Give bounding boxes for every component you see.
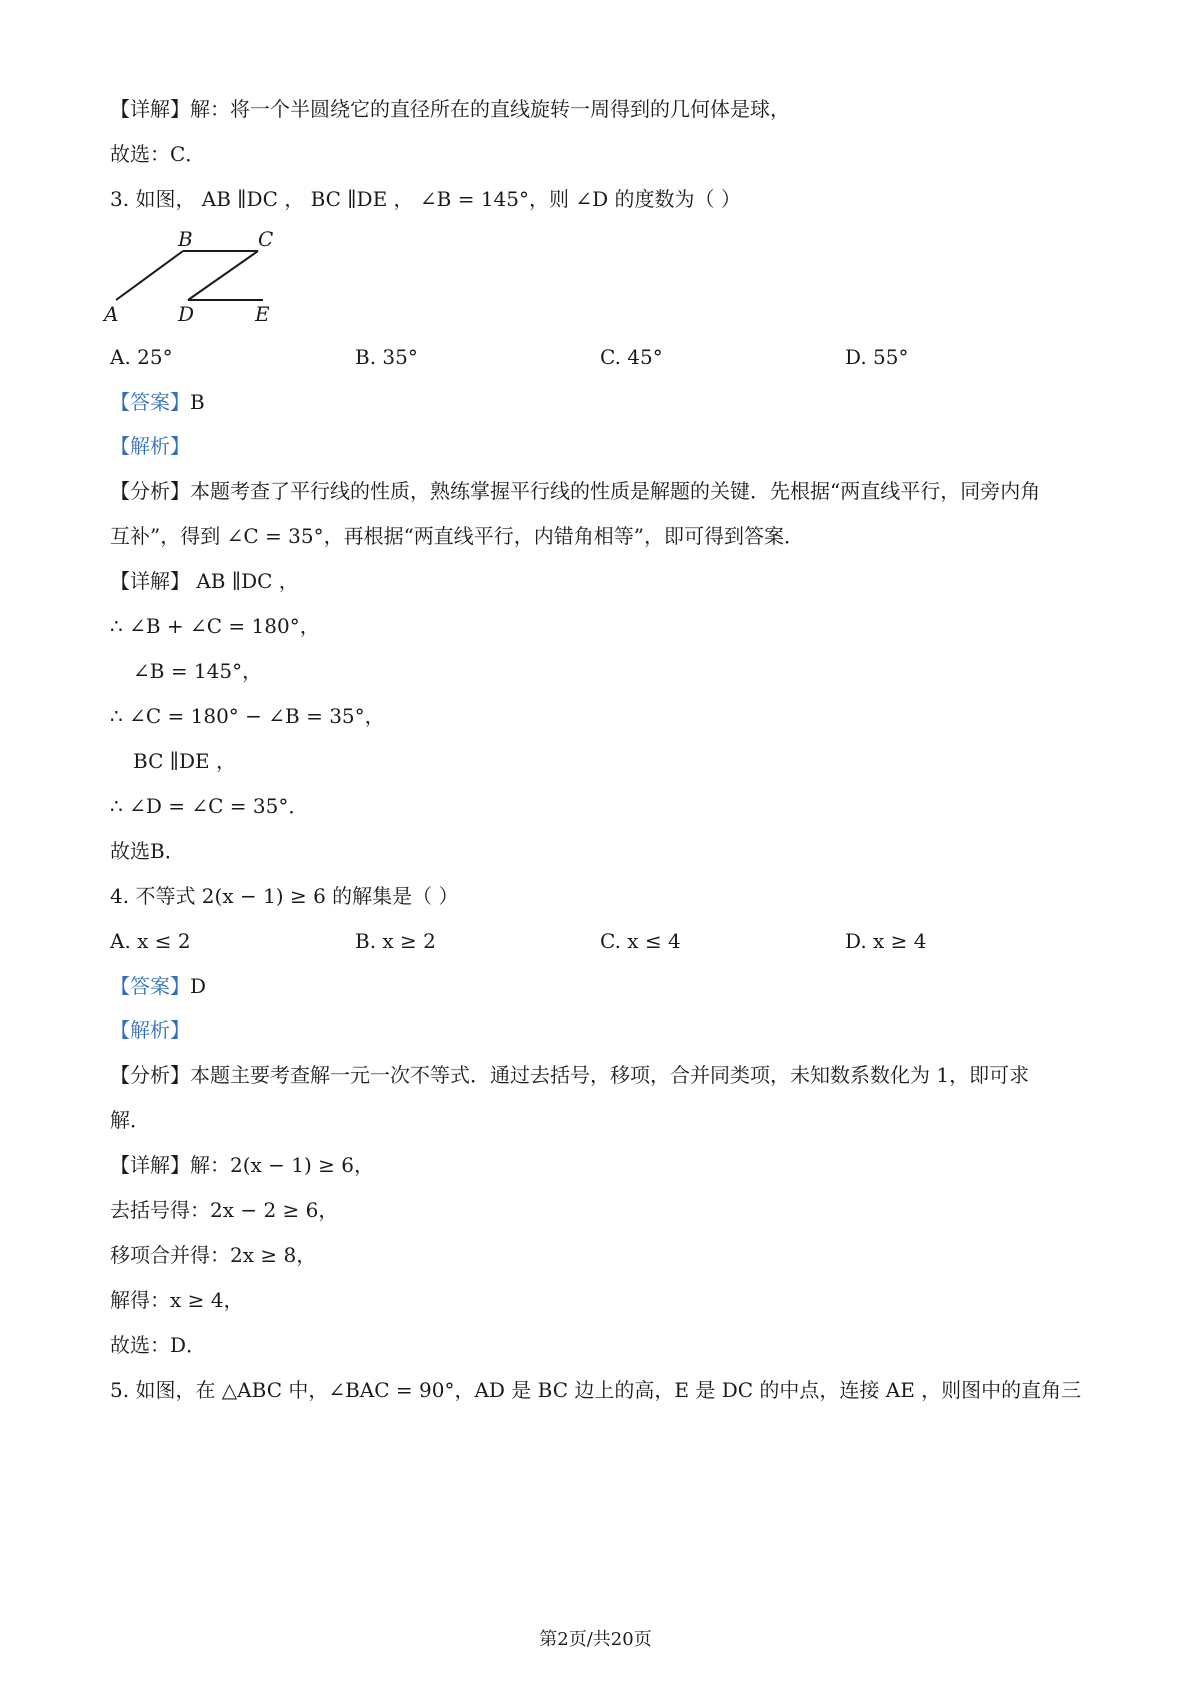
question-4: 4. 不等式 2(x − 1) ≥ 6 的解集是（ ） <box>110 884 459 908</box>
answer-line <box>110 972 206 1000</box>
point-b-label: B <box>178 227 193 251</box>
point-a-label: A <box>104 302 119 326</box>
parallel-lines-figure <box>104 227 308 343</box>
text-line: 【详解】解：2(x − 1) ≥ 6， <box>110 1153 375 1177</box>
text-line: 移项合并得：2x ≥ 8， <box>110 1243 317 1267</box>
text-line: ∴ ∠C = 180° − ∠B = 35°， <box>110 704 385 728</box>
option-a: A. 25° <box>110 345 173 369</box>
option-b: B. 35° <box>355 345 418 369</box>
point-e-label: E <box>255 302 270 326</box>
answer-value: B <box>190 390 205 414</box>
text-line: ∠B = 145°， <box>133 659 263 683</box>
option-c: C. x ≤ 4 <box>600 929 681 953</box>
text-line: ∴ ∠B + ∠C = 180°， <box>110 614 320 638</box>
option-c: C. 45° <box>600 345 663 369</box>
point-c-label: C <box>258 227 274 251</box>
text-line: 互补”，得到 ∠C = 35°，再根据“两直线平行，内错角相等”，即可得到答案． <box>110 524 805 548</box>
analysis-tag: 【解析】 <box>110 1018 190 1042</box>
answer-line <box>110 388 205 416</box>
answer-value: D <box>190 974 207 998</box>
point-d-label: D <box>178 302 195 326</box>
text-line: 去括号得：2x − 2 ≥ 6， <box>110 1198 339 1222</box>
option-d: D. x ≥ 4 <box>845 929 927 953</box>
option-a: A. x ≤ 2 <box>110 929 191 953</box>
analysis-tag: 【解析】 <box>110 434 190 458</box>
text-line: BC ∥DE ， <box>133 749 236 773</box>
text-line: 【分析】本题主要考查解一元一次不等式．通过去括号，移项，合并同类项，未知数系数化为 1，即可求 <box>110 1063 1030 1087</box>
question-5: 5. 如图，在 △ABC 中，∠BAC = 90°，AD 是 BC 边上的高，E 是 DC 的中点，连接 AE ，则图中的直角三 <box>110 1378 1082 1402</box>
text-line: 【详解】 AB ∥DC ， <box>110 569 299 593</box>
answer-tag: 【答案】 <box>110 390 190 414</box>
text-line: ∴ ∠D = ∠C = 35°． <box>110 794 309 818</box>
text-line: 故选B． <box>110 839 185 863</box>
text-line: 解得：x ≥ 4， <box>110 1288 244 1312</box>
text-line: 解． <box>110 1108 150 1132</box>
answer-tag: 【答案】 <box>110 974 190 998</box>
text-line: 【分析】本题考查了平行线的性质，熟练掌握平行线的性质是解题的关键．先根据“两直线平行，同旁内角 <box>110 479 1041 503</box>
page-footer: 第2页/共20页 <box>539 1629 652 1650</box>
text-line: 【详解】解：将一个半圆绕它的直径所在的直线旋转一周得到的几何体是球， <box>110 97 790 121</box>
question-3: 3. 如图， AB ∥DC ， BC ∥DE ， ∠B = 145°，则 ∠D 的度数为（ ） <box>110 187 741 211</box>
text-line: 故选：C． <box>110 142 206 166</box>
option-d: D. 55° <box>845 345 909 369</box>
option-b: B. x ≥ 2 <box>355 929 436 953</box>
text-line: 故选：D． <box>110 1333 207 1357</box>
